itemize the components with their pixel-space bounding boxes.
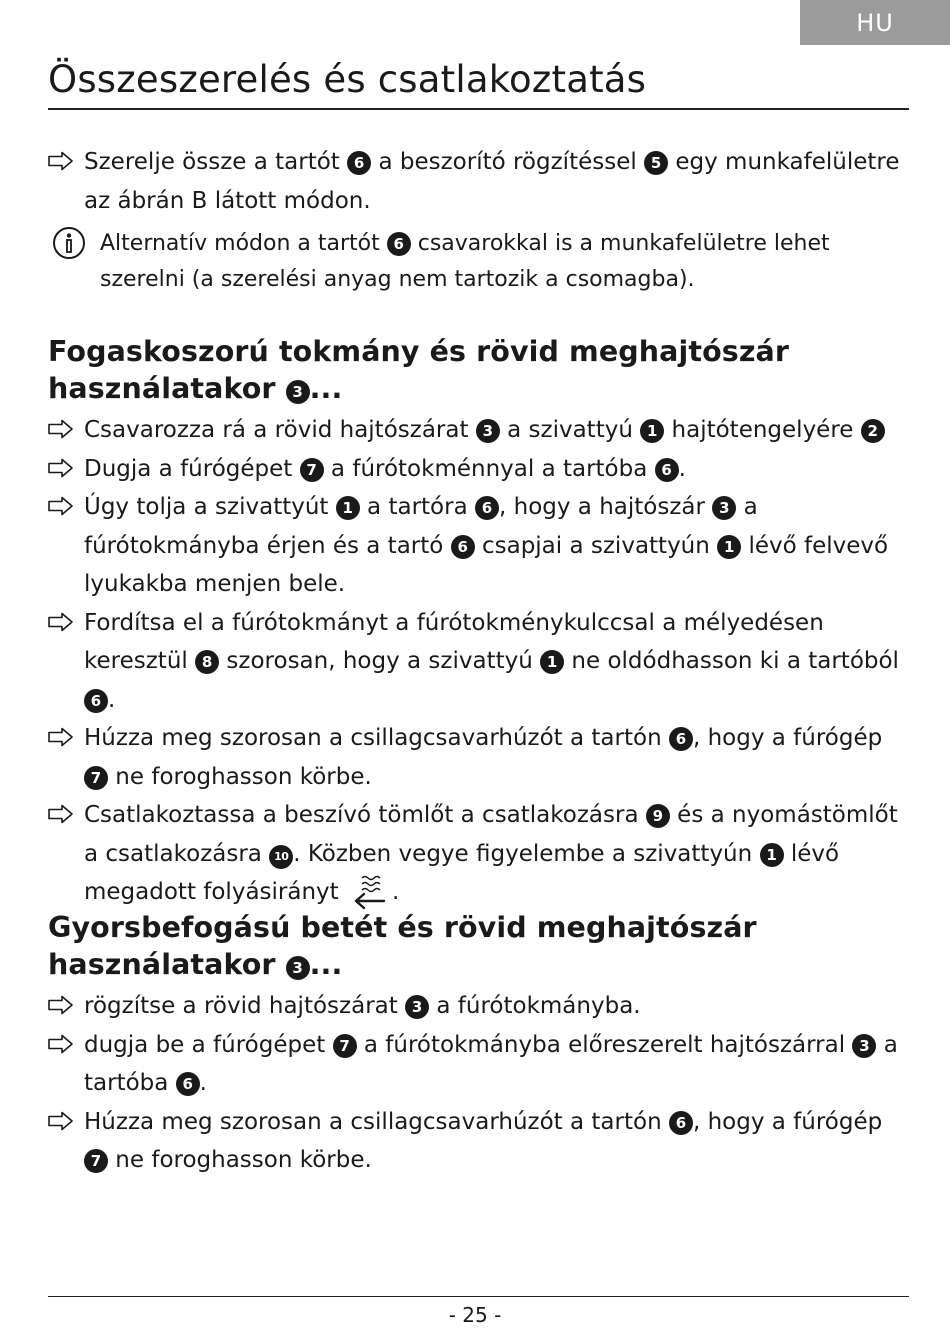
section-heading: Gyorsbefogású betét és rövid meghajtószár használatakor 3 ...	[48, 911, 757, 981]
ref-number: 7	[84, 766, 108, 790]
list-item: dugja be a fúrógépet 7 a fúrótokmányba előreszerelt hajtószárral 3 a tartóba 6 .	[48, 1026, 910, 1103]
intro-block	[48, 143, 910, 298]
section-drill-chuck	[48, 333, 910, 913]
list-item: Dugja a fúrógépet 7 a fúrótokménnyal a tartóba 6 .	[48, 450, 910, 489]
list-item: Szerelje össze a tartót 6 a beszorító rögzítéssel 5 egy munkafelületre az ábrán B látott módon.	[48, 143, 910, 220]
list-item: Húzza meg szorosan a csillagcsavarhúzót a tartón 6 , hogy a fúrógép 7 ne foroghasson körbe.	[48, 719, 910, 796]
arrow-bullet-icon	[48, 804, 74, 824]
ref-number: 3	[286, 380, 310, 404]
list-item: Úgy tolja a szivattyút 1 a tartóra 6 , hogy a hajtószár 3 a fúrótokmányba érjen és a tartó 6 csapjai a szivattyún 1 lévő felvevő lyukakba menjen bele.	[48, 488, 910, 604]
ref-number: 10	[269, 845, 293, 869]
section-quick-chuck	[48, 909, 910, 1180]
ref-number: 6	[176, 1072, 200, 1096]
list-item: rögzítse a rövid hajtószárat 3 a fúrótokmányba.	[48, 987, 910, 1026]
ref-number: 7	[84, 1149, 108, 1173]
arrow-bullet-icon	[48, 1111, 74, 1131]
ref-number: 6	[669, 727, 693, 751]
ref-number: 6	[84, 689, 108, 713]
ref-number: 6	[347, 151, 371, 175]
ref-number: 9	[646, 804, 670, 828]
ref-number: 1	[760, 843, 784, 867]
arrow-bullet-icon	[48, 1034, 74, 1054]
info-note: Alternatív módon a tartót 6 csavarokkal is a munkafelületre lehet szerelni (a szerelési anyag nem tartozik a csomagba).	[48, 226, 910, 298]
ref-number: 1	[640, 419, 664, 443]
language-tab: HU	[800, 0, 950, 45]
page-number: - 25 -	[448, 1303, 502, 1327]
ref-number: 6	[475, 496, 499, 520]
title-divider	[48, 108, 909, 110]
section-heading: Fogaskoszorú tokmány és rövid meghajtószár használatakor 3 ...	[48, 335, 790, 405]
ref-number: 3	[712, 496, 736, 520]
ref-number: 1	[717, 535, 741, 559]
ref-number: 5	[644, 151, 668, 175]
list-item: Fordítsa el a fúrótokmányt a fúrótokménykulccsal a mélyedésen keresztül 8 szorosan, hogy a szivattyú 1 ne oldódhasson ki a tartóból 6 .	[48, 604, 910, 720]
ref-number: 7	[333, 1034, 357, 1058]
ref-number: 8	[195, 650, 219, 674]
ref-number: 3	[852, 1034, 876, 1058]
list-item: Csatlakoztassa a beszívó tömlőt a csatlakozásra 9 és a nyomástömlőt a csatlakozásra 10 . Közben vegye figyelembe a szivattyún 1 lévő megadott folyásirányt .	[48, 796, 910, 913]
list-item: Csavarozza rá a rövid hajtószárat 3 a szivattyú 1 hajtótengelyére 2	[48, 411, 910, 450]
arrow-bullet-icon	[48, 496, 74, 516]
ref-number: 6	[387, 232, 411, 256]
ref-number: 3	[286, 956, 310, 980]
arrow-bullet-icon	[48, 995, 74, 1015]
ref-number: 3	[405, 995, 429, 1019]
footer-divider	[48, 1296, 909, 1297]
ref-number: 2	[861, 419, 885, 443]
page-title: Összeszerelés és csatlakoztatás	[48, 58, 647, 101]
ref-number: 1	[540, 650, 564, 674]
ref-number: 6	[451, 535, 475, 559]
arrow-bullet-icon	[48, 458, 74, 478]
arrow-bullet-icon	[48, 151, 74, 171]
ref-number: 1	[336, 496, 360, 520]
ref-number: 3	[476, 419, 500, 443]
ref-number: 6	[655, 458, 679, 482]
flow-direction-icon	[348, 873, 390, 913]
arrow-bullet-icon	[48, 727, 74, 747]
arrow-bullet-icon	[48, 419, 74, 439]
list-item: Húzza meg szorosan a csillagcsavarhúzót a tartón 6 , hogy a fúrógép 7 ne foroghasson körbe.	[48, 1103, 910, 1180]
info-icon	[52, 226, 86, 260]
ref-number: 7	[300, 458, 324, 482]
ref-number: 6	[669, 1111, 693, 1135]
arrow-bullet-icon	[48, 612, 74, 632]
